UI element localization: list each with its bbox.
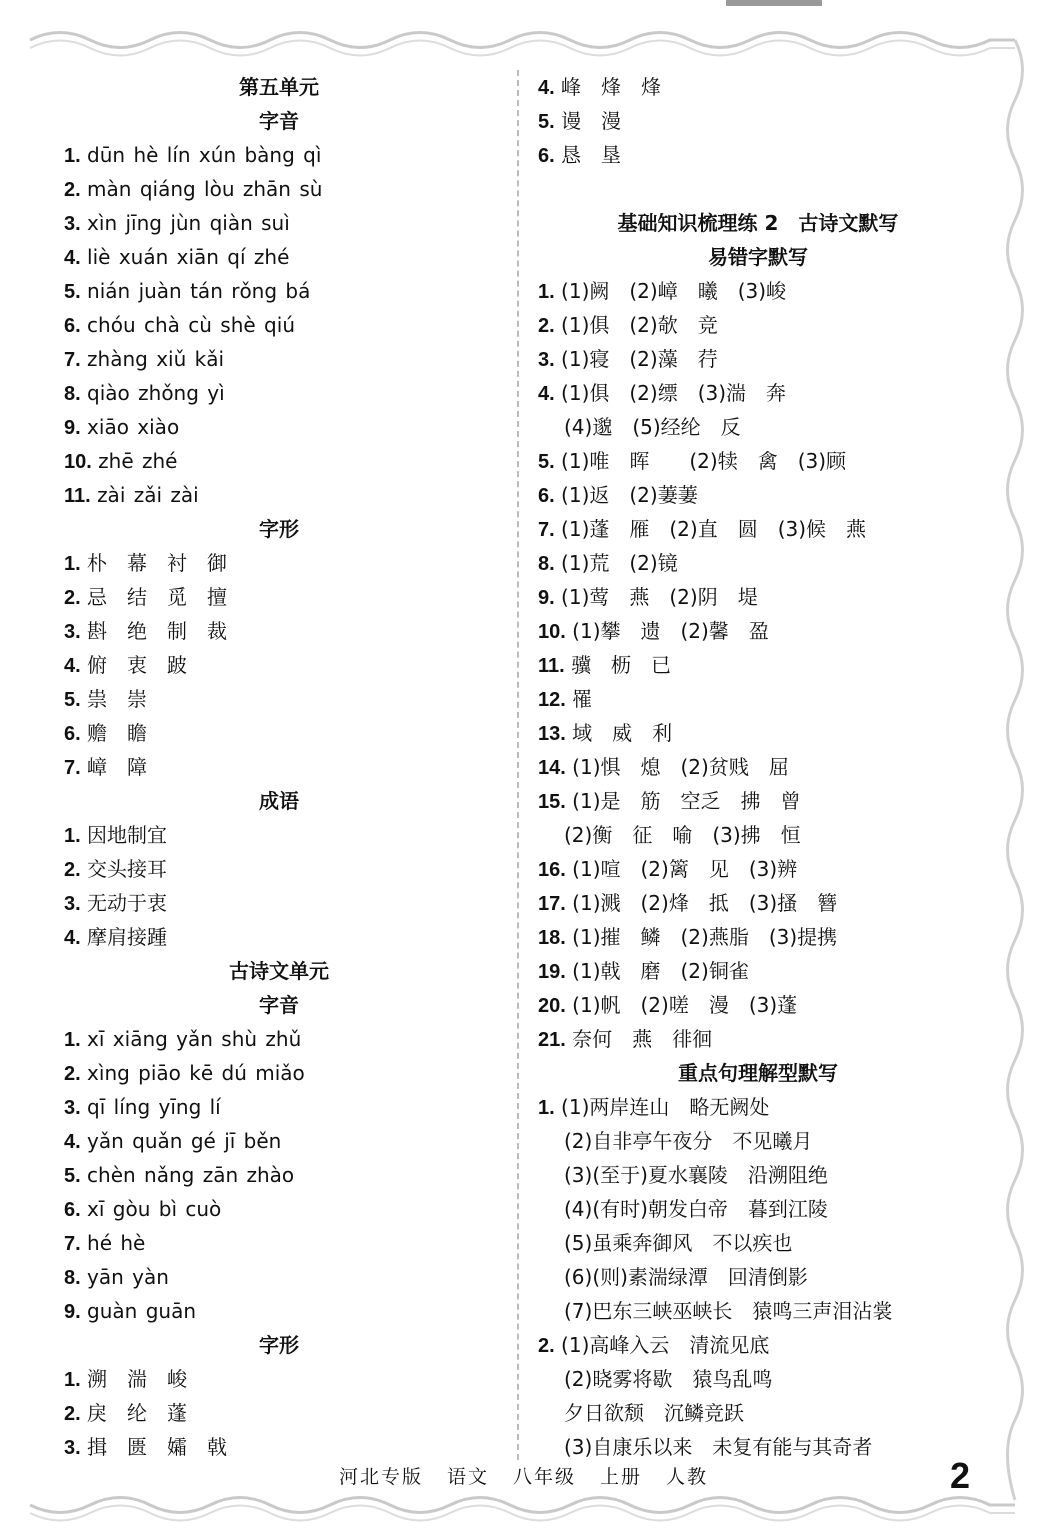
item-number: 1. — [64, 1029, 81, 1051]
answer-item — [64, 818, 494, 852]
item-number: 11. — [538, 655, 565, 677]
top-tab-bar — [726, 0, 822, 6]
item-text: (1)喧 (2)篱 见 (3)辨 — [572, 857, 798, 881]
answer-item — [538, 1226, 978, 1260]
answer-item — [64, 308, 494, 342]
item-text: (1)返 (2)萋萋 — [561, 483, 698, 507]
item-number: 8. — [64, 1267, 81, 1289]
section-heading: 第五单元 — [239, 75, 319, 99]
item-number: 7. — [64, 1233, 81, 1255]
item-text: 嶂 障 — [87, 755, 148, 779]
item-number: 6. — [64, 315, 81, 337]
answer-item — [538, 104, 978, 138]
item-text: (1)高峰入云 清流见底 — [561, 1333, 770, 1357]
item-number: 7. — [64, 349, 81, 371]
item-text: (2)衡 征 喻 (3)拂 恒 — [564, 823, 801, 847]
item-text: (1)荒 (2)镜 — [561, 551, 678, 575]
section-heading: 字音 — [259, 993, 299, 1017]
item-text: nián juàn tán rǒng bá — [87, 279, 311, 303]
item-text: (1)攀 遗 (2)馨 盈 — [572, 619, 769, 643]
answer-item — [64, 1396, 494, 1430]
answer-item — [538, 954, 978, 988]
section-heading: 易错字默写 — [708, 245, 808, 269]
answer-item — [64, 206, 494, 240]
item-text: (2)自非亭午夜分 不见曦月 — [564, 1129, 813, 1153]
item-number: 7. — [64, 757, 81, 779]
item-number: 1. — [538, 281, 555, 303]
item-text: yān yàn — [87, 1265, 169, 1289]
answer-item — [64, 852, 494, 886]
answer-item — [538, 1124, 978, 1158]
item-number: 5. — [538, 111, 555, 133]
item-text: qī líng yīng lí — [87, 1095, 221, 1119]
section-heading: 重点句理解型默写 — [678, 1061, 838, 1085]
item-number: 4. — [64, 927, 81, 949]
item-text: (1)蓬 雁 (2)直 圆 (3)候 燕 — [561, 517, 867, 541]
answer-item — [538, 1430, 978, 1464]
item-text: màn qiáng lòu zhān sù — [87, 177, 323, 201]
item-number: 2. — [538, 1335, 555, 1357]
footer-item: 八年级 — [512, 1466, 576, 1488]
item-text: (1)两岸连山 略无阙处 — [561, 1095, 770, 1119]
item-text: (4)(有时)朝发白帝 暮到江陵 — [564, 1197, 828, 1221]
item-text: (1)俱 (2)欹 竞 — [561, 313, 718, 337]
item-text: 斟 绝 制 裁 — [87, 619, 228, 643]
item-number: 2. — [64, 179, 81, 201]
footer-item: 河北专版 — [338, 1466, 423, 1488]
item-number: 15. — [538, 791, 566, 813]
answer-item — [64, 274, 494, 308]
answer-item — [538, 614, 978, 648]
item-number: 5. — [538, 451, 555, 473]
item-text: 谩 漫 — [561, 109, 622, 133]
item-number: 11. — [64, 485, 91, 507]
answer-item — [538, 682, 978, 716]
answer-item — [538, 138, 978, 172]
item-text: 无动于衷 — [87, 891, 168, 915]
answer-item — [64, 1294, 494, 1328]
answer-item — [64, 138, 494, 172]
item-text: 溯 湍 峻 — [87, 1367, 188, 1391]
answer-item — [538, 1260, 978, 1294]
item-text: 祟 崇 — [87, 687, 148, 711]
item-number: 12. — [538, 689, 566, 711]
answer-item — [538, 750, 978, 784]
answer-item — [538, 852, 978, 886]
item-number: 17. — [538, 893, 566, 915]
item-text: (1)唯 晖 (2)犊 禽 (3)顾 — [561, 449, 847, 473]
footer-item: 人教 — [666, 1466, 709, 1488]
item-text: hé hè — [87, 1231, 146, 1255]
item-number: 5. — [64, 281, 81, 303]
item-number: 2. — [64, 1403, 81, 1425]
answer-item — [538, 886, 978, 920]
answer-item — [538, 1022, 978, 1056]
item-number: 14. — [538, 757, 566, 779]
item-text: 奈何 燕 徘徊 — [572, 1027, 713, 1051]
item-text: 揖 匮 孀 戟 — [87, 1435, 228, 1459]
answer-item — [538, 308, 978, 342]
item-number: 13. — [538, 723, 566, 745]
left-column — [64, 70, 494, 1464]
item-number: 3. — [538, 349, 555, 371]
answer-item — [538, 1294, 978, 1328]
item-text: zài zǎi zài — [97, 483, 199, 507]
item-number: 16. — [538, 859, 566, 881]
item-text: (1)莺 燕 (2)阴 堤 — [561, 585, 758, 609]
item-text: (4)邈 (5)经纶 反 — [564, 415, 741, 439]
item-number: 8. — [64, 383, 81, 405]
answer-item — [538, 1396, 978, 1430]
answer-item — [64, 240, 494, 274]
answer-item — [538, 580, 978, 614]
answer-item — [538, 1362, 978, 1396]
item-number: 18. — [538, 927, 566, 949]
item-text: (1)是 筋 空乏 拂 曾 — [572, 789, 801, 813]
item-text: yǎn quǎn gé jī běn — [87, 1129, 282, 1153]
item-number: 19. — [538, 961, 566, 983]
item-number: 20. — [538, 995, 566, 1017]
item-text: (1)阙 (2)嶂 曦 (3)峻 — [561, 279, 787, 303]
item-text: (2)晓雾将歇 猿鸟乱鸣 — [564, 1367, 773, 1391]
answer-item — [64, 444, 494, 478]
item-number: 8. — [538, 553, 555, 575]
answer-item — [64, 682, 494, 716]
item-number: 6. — [64, 1199, 81, 1221]
answer-item — [64, 716, 494, 750]
answer-item — [538, 784, 978, 818]
item-text: (6)(则)素湍绿潭 回清倒影 — [564, 1265, 808, 1289]
answer-item — [538, 988, 978, 1022]
answer-item — [538, 1158, 978, 1192]
answer-item — [538, 546, 978, 580]
spacer — [538, 172, 978, 206]
item-text: (5)虽乘奔御风 不以疾也 — [564, 1231, 793, 1255]
item-text: (1)摧 鳞 (2)燕脂 (3)提携 — [572, 925, 838, 949]
section-heading: 字形 — [259, 517, 299, 541]
answer-item — [64, 1362, 494, 1396]
answer-item — [538, 70, 978, 104]
answer-item — [538, 478, 978, 512]
answer-item — [64, 1226, 494, 1260]
item-number: 2. — [64, 1063, 81, 1085]
answer-item — [64, 410, 494, 444]
answer-item — [538, 716, 978, 750]
answer-item — [64, 1192, 494, 1226]
item-text: (1)惧 熄 (2)贫贱 屈 — [572, 755, 789, 779]
item-text: chóu chà cù shè qiú — [87, 313, 295, 337]
item-number: 3. — [64, 1097, 81, 1119]
page-number: 2 — [950, 1455, 971, 1496]
item-text: (1)寝 (2)藻 荇 — [561, 347, 718, 371]
item-text: xī gòu bì cuò — [87, 1197, 222, 1221]
answer-item — [538, 410, 978, 444]
item-number: 9. — [64, 417, 81, 439]
item-number: 7. — [538, 519, 555, 541]
item-number: 4. — [64, 247, 81, 269]
item-number: 3. — [64, 213, 81, 235]
item-text: 摩肩接踵 — [87, 925, 168, 949]
item-number: 1. — [64, 1369, 81, 1391]
item-number: 6. — [538, 485, 555, 507]
item-number: 9. — [64, 1301, 81, 1323]
footer-item: 上册 — [600, 1466, 643, 1488]
item-text: (3)自康乐以来 未复有能与其奇者 — [564, 1435, 873, 1459]
item-number: 4. — [64, 655, 81, 677]
answer-item — [64, 478, 494, 512]
answer-item — [538, 376, 978, 410]
item-number: 10. — [538, 621, 566, 643]
column-divider — [517, 70, 519, 1460]
item-number: 4. — [538, 77, 555, 99]
answer-item — [64, 376, 494, 410]
item-text: (1)溅 (2)烽 抵 (3)搔 簪 — [572, 891, 838, 915]
item-number: 4. — [538, 383, 555, 405]
item-number: 9. — [538, 587, 555, 609]
item-text: 罹 — [572, 687, 593, 711]
item-text: 交头接耳 — [87, 857, 168, 881]
item-text: 恳 垦 — [561, 143, 622, 167]
item-text: (7)巴东三峡巫峡长 猿鸣三声泪沾裳 — [564, 1299, 893, 1323]
item-text: guàn guān — [87, 1299, 197, 1323]
item-text: qiào zhǒng yì — [87, 381, 225, 405]
answer-item — [64, 172, 494, 206]
section-heading: 字音 — [259, 109, 299, 133]
item-text: 因地制宜 — [87, 823, 168, 847]
answer-item — [538, 920, 978, 954]
answer-item — [538, 1090, 978, 1124]
section-heading: 古诗文单元 — [229, 959, 329, 983]
answer-item — [64, 920, 494, 954]
item-text: liè xuán xiān qí zhé — [87, 245, 290, 269]
item-text: zhàng xiǔ kǎi — [87, 347, 225, 371]
item-number: 5. — [64, 1165, 81, 1187]
answer-item — [64, 1158, 494, 1192]
item-number: 3. — [64, 1437, 81, 1459]
answer-item — [64, 648, 494, 682]
item-text: chèn nǎng zān zhào — [87, 1163, 295, 1187]
item-number: 1. — [64, 825, 81, 847]
item-number: 10. — [64, 451, 92, 473]
item-text: 赡 瞻 — [87, 721, 148, 745]
item-number: 2. — [538, 315, 555, 337]
answer-item — [64, 750, 494, 784]
answer-item — [64, 1430, 494, 1464]
answer-item — [64, 1124, 494, 1158]
item-number: 21. — [538, 1029, 566, 1051]
item-number: 4. — [64, 1131, 81, 1153]
item-number: 1. — [64, 553, 81, 575]
item-text: xìng piāo kē dú miǎo — [87, 1061, 305, 1085]
answer-item — [538, 1192, 978, 1226]
answer-item — [64, 580, 494, 614]
section-heading: 成语 — [259, 789, 299, 813]
item-number: 1. — [538, 1097, 555, 1119]
answer-item — [538, 274, 978, 308]
footer-item: 语文 — [446, 1466, 489, 1488]
answer-item — [538, 818, 978, 852]
answer-item — [64, 1090, 494, 1124]
item-text: xiāo xiào — [87, 415, 180, 439]
answer-item — [64, 1022, 494, 1056]
answer-item — [64, 614, 494, 648]
section-heading: 基础知识梳理练 2 古诗文默写 — [617, 211, 899, 235]
item-number: 3. — [64, 621, 81, 643]
item-text: 骥 枥 已 — [571, 653, 672, 677]
item-text: 戾 纶 蓬 — [87, 1401, 188, 1425]
answer-item — [538, 512, 978, 546]
answer-item — [64, 886, 494, 920]
item-text: (1)帆 (2)嗟 漫 (3)蓬 — [572, 993, 798, 1017]
item-text: xī xiāng yǎn shù zhǔ — [87, 1027, 302, 1051]
answer-item — [64, 1056, 494, 1090]
item-number: 2. — [64, 859, 81, 881]
answer-item — [64, 546, 494, 580]
item-number: 3. — [64, 893, 81, 915]
item-text: 忌 结 觅 擅 — [87, 585, 228, 609]
answer-item — [538, 648, 978, 682]
answer-item — [538, 1328, 978, 1362]
answer-item — [64, 342, 494, 376]
item-number: 6. — [538, 145, 555, 167]
right-column — [538, 70, 978, 1464]
answer-item — [538, 342, 978, 376]
section-heading: 字形 — [259, 1333, 299, 1357]
item-number: 5. — [64, 689, 81, 711]
item-text: xìn jīng jùn qiàn suì — [87, 211, 290, 235]
item-text: 域 威 利 — [572, 721, 673, 745]
item-text: dūn hè lín xún bàng qì — [87, 143, 322, 167]
item-text: 夕日欲颓 沉鳞竞跃 — [564, 1401, 744, 1425]
item-text: 俯 衷 跛 — [87, 653, 188, 677]
item-text: 朴 幕 衬 御 — [87, 551, 228, 575]
item-number: 1. — [64, 145, 81, 167]
item-text: (3)(至于)夏水襄陵 沿溯阻绝 — [564, 1163, 828, 1187]
item-number: 2. — [64, 587, 81, 609]
item-text: 峰 烽 烽 — [561, 75, 662, 99]
item-text: (1)俱 (2)缥 (3)湍 奔 — [561, 381, 787, 405]
item-text: (1)戟 磨 (2)铜雀 — [572, 959, 749, 983]
page-footer — [0, 1462, 1047, 1489]
item-text: zhē zhé — [98, 449, 178, 473]
item-number: 6. — [64, 723, 81, 745]
answer-item — [64, 1260, 494, 1294]
answer-item — [538, 444, 978, 478]
